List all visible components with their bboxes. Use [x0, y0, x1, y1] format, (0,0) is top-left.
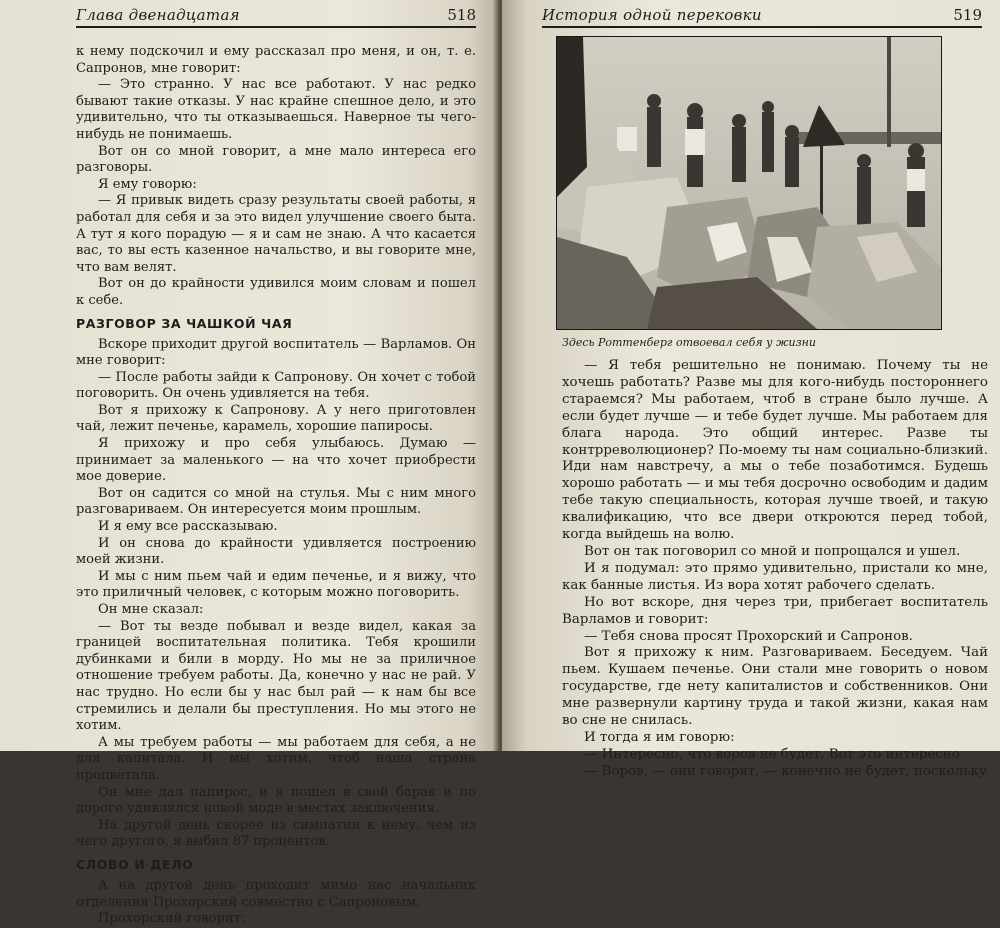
paragraph: Он мне сказал: [98, 602, 204, 617]
paragraph-group [76, 337, 476, 851]
left-text-column [76, 44, 476, 928]
paragraph: — Интересно, что воров не будет. Вот это интересно [584, 746, 960, 762]
right-page [502, 0, 1000, 779]
right-page-number: 519 [953, 6, 982, 24]
left-running-head [76, 4, 476, 26]
right-text-column [562, 358, 988, 781]
paragraph: — Я тебя решительно не понимаю. Почему ты не хочешь работать? Разве мы для кого-нибудь постороннего стараемся? Мы работаем, чтоб в стране было лучше. А если будет лучше — и тебе будет лучше. Мы работаем для блага народа. Это общий интерес. Разве ты контрреволюционер? По-моему ты нам социально-близкий. Иди нам навстречу, а мы о тебе позаботимся. Будешь хорошо работать — и мы тебя досрочно освободим и дадим тебе такую специальность, которая лучше твоей, и такую квалификацию, что все двери откроются перед тобой, когда выйдешь на волю. [562, 358, 988, 543]
paragraph-group [76, 878, 476, 928]
paragraph: Вот я прихожу к Сапронову. А у него приготовлен чай, лежит печенье, карамель, хорошие папиросы. [76, 402, 476, 435]
chapter-title: Глава двенадцатая [76, 6, 240, 24]
paragraph: Я прихожу и про себя улыбаюсь. Думаю — принимает за маленького — на что хочет приобрести мое доверие. [76, 436, 476, 485]
photo-caption: Здесь Роттенберг отвоевал себя у жизни [562, 336, 816, 349]
paragraph: — Тебя снова просят Прохорский и Сапронов. [584, 628, 913, 644]
paragraph: Он мне дал папирос, и я пошел в свой барак и по дороге удивлялся новой моде в местах заключения. [76, 784, 476, 817]
left-page-number: 518 [447, 6, 476, 24]
paragraph: И он снова до крайности удивляется построению моей жизни. [76, 535, 476, 568]
paragraph: Я ему говорю: [98, 176, 197, 192]
header-rule [76, 26, 476, 28]
photograph [556, 36, 942, 330]
paragraph: И тогда я им говорю: [584, 729, 735, 745]
paragraph: Вот он со мной говорит, а мне мало интереса его разговоры. [76, 143, 476, 176]
right-running-head [542, 4, 982, 26]
paragraph: Вот он до крайности удивился моим словам и пошел к себе. [76, 276, 476, 308]
paragraph: — Я привык видеть сразу результаты своей работы, я работал для себя и за это видел улучшение своего быта. А тут я кого порадую — я и сам не знаю. А что касается вас, то вы есть казенное начальство, и вы говорите мне, что вам велят. [76, 193, 476, 275]
section-heading: СЛОВО И ДЕЛО [76, 856, 194, 872]
header-rule [542, 26, 982, 28]
left-page [0, 0, 498, 927]
paragraph: Прохорский говорит: [98, 911, 246, 927]
book-title: История одной перековки [542, 6, 762, 24]
paragraph: — Вот ты везде побывал и везде видел, какая за границей воспитательная политика. Тебя крошили дубинками и били в морду. Но мы не за приличное отношение требуем работы. Да, конечно у нас не рай. У нас трудно. Но если бы у нас был рай — к нам бы все стремились и делали бы преступления. Но мы этого не хотим. [76, 618, 476, 734]
paragraph: к нему подскочил и ему рассказал про меня, и он, т. е. Сапронов, мне говорит: [76, 44, 476, 76]
paragraph-group [562, 358, 988, 781]
paragraph: А мы требуем работы — мы работаем для себя, а не для капитала. И мы хотим, чтоб наша страна процветала. [76, 734, 476, 783]
paragraph: И я подумал: это прямо удивительно, пристали ко мне, как банные листья. Из вора хотят рабочего сделать. [562, 560, 988, 593]
paragraph: — После работы зайди к Сапронову. Он хочет с тобой поговорить. Он очень удивляется на тебя. [76, 369, 476, 402]
paragraph: — Это странно. У нас все работают. У нас редко бывают такие отказы. У нас крайне спешное дело, и это удивительно, что ты отказываешься. Наверное ты чего-нибудь не понимаешь. [76, 77, 476, 142]
photo-illustration [557, 37, 941, 329]
section-heading: РАЗГОВОР ЗА ЧАШКОЙ ЧАЯ [76, 315, 293, 331]
paragraph: А на другой день проходит мимо нас начальник отделения Прохорский совместно с Сапроновым. [76, 877, 476, 910]
paragraph-group [76, 44, 476, 310]
paragraph: Но вот вскоре, дня через три, прибегает воспитатель Варламов и говорит: [562, 594, 988, 627]
paragraph: Вскоре приходит другой воспитатель — Варламов. Он мне говорит: [76, 336, 476, 369]
paragraph: Вот он так поговорил со мной и попрощался и ушел. [584, 543, 961, 559]
paragraph: — Воров, — они говорят, — конечно не будет, поскольку [584, 763, 987, 779]
paragraph: Вот он садится со мной на стулья. Мы с ним много разговариваем. Он интересуется моим прошлым. [76, 485, 476, 518]
paragraph: Вот я прихожу к ним. Разговариваем. Беседуем. Чай пьем. Кушаем печенье. Они стали мне говорить о новом государстве, где нету капиталистов и собственников. Они мне развернули картину труда и такой жизни, какая нам во сне не снилась. [562, 645, 988, 729]
paragraph: И мы с ним пьем чай и едим печенье, и я вижу, что это приличный человек, с которым можно поговорить. [76, 568, 476, 601]
paragraph: И я ему все рассказываю. [98, 519, 278, 535]
paragraph: На другой день скорее из симпатии к нему, чем из чего другого, я выбил 87 процентов. [76, 817, 476, 850]
